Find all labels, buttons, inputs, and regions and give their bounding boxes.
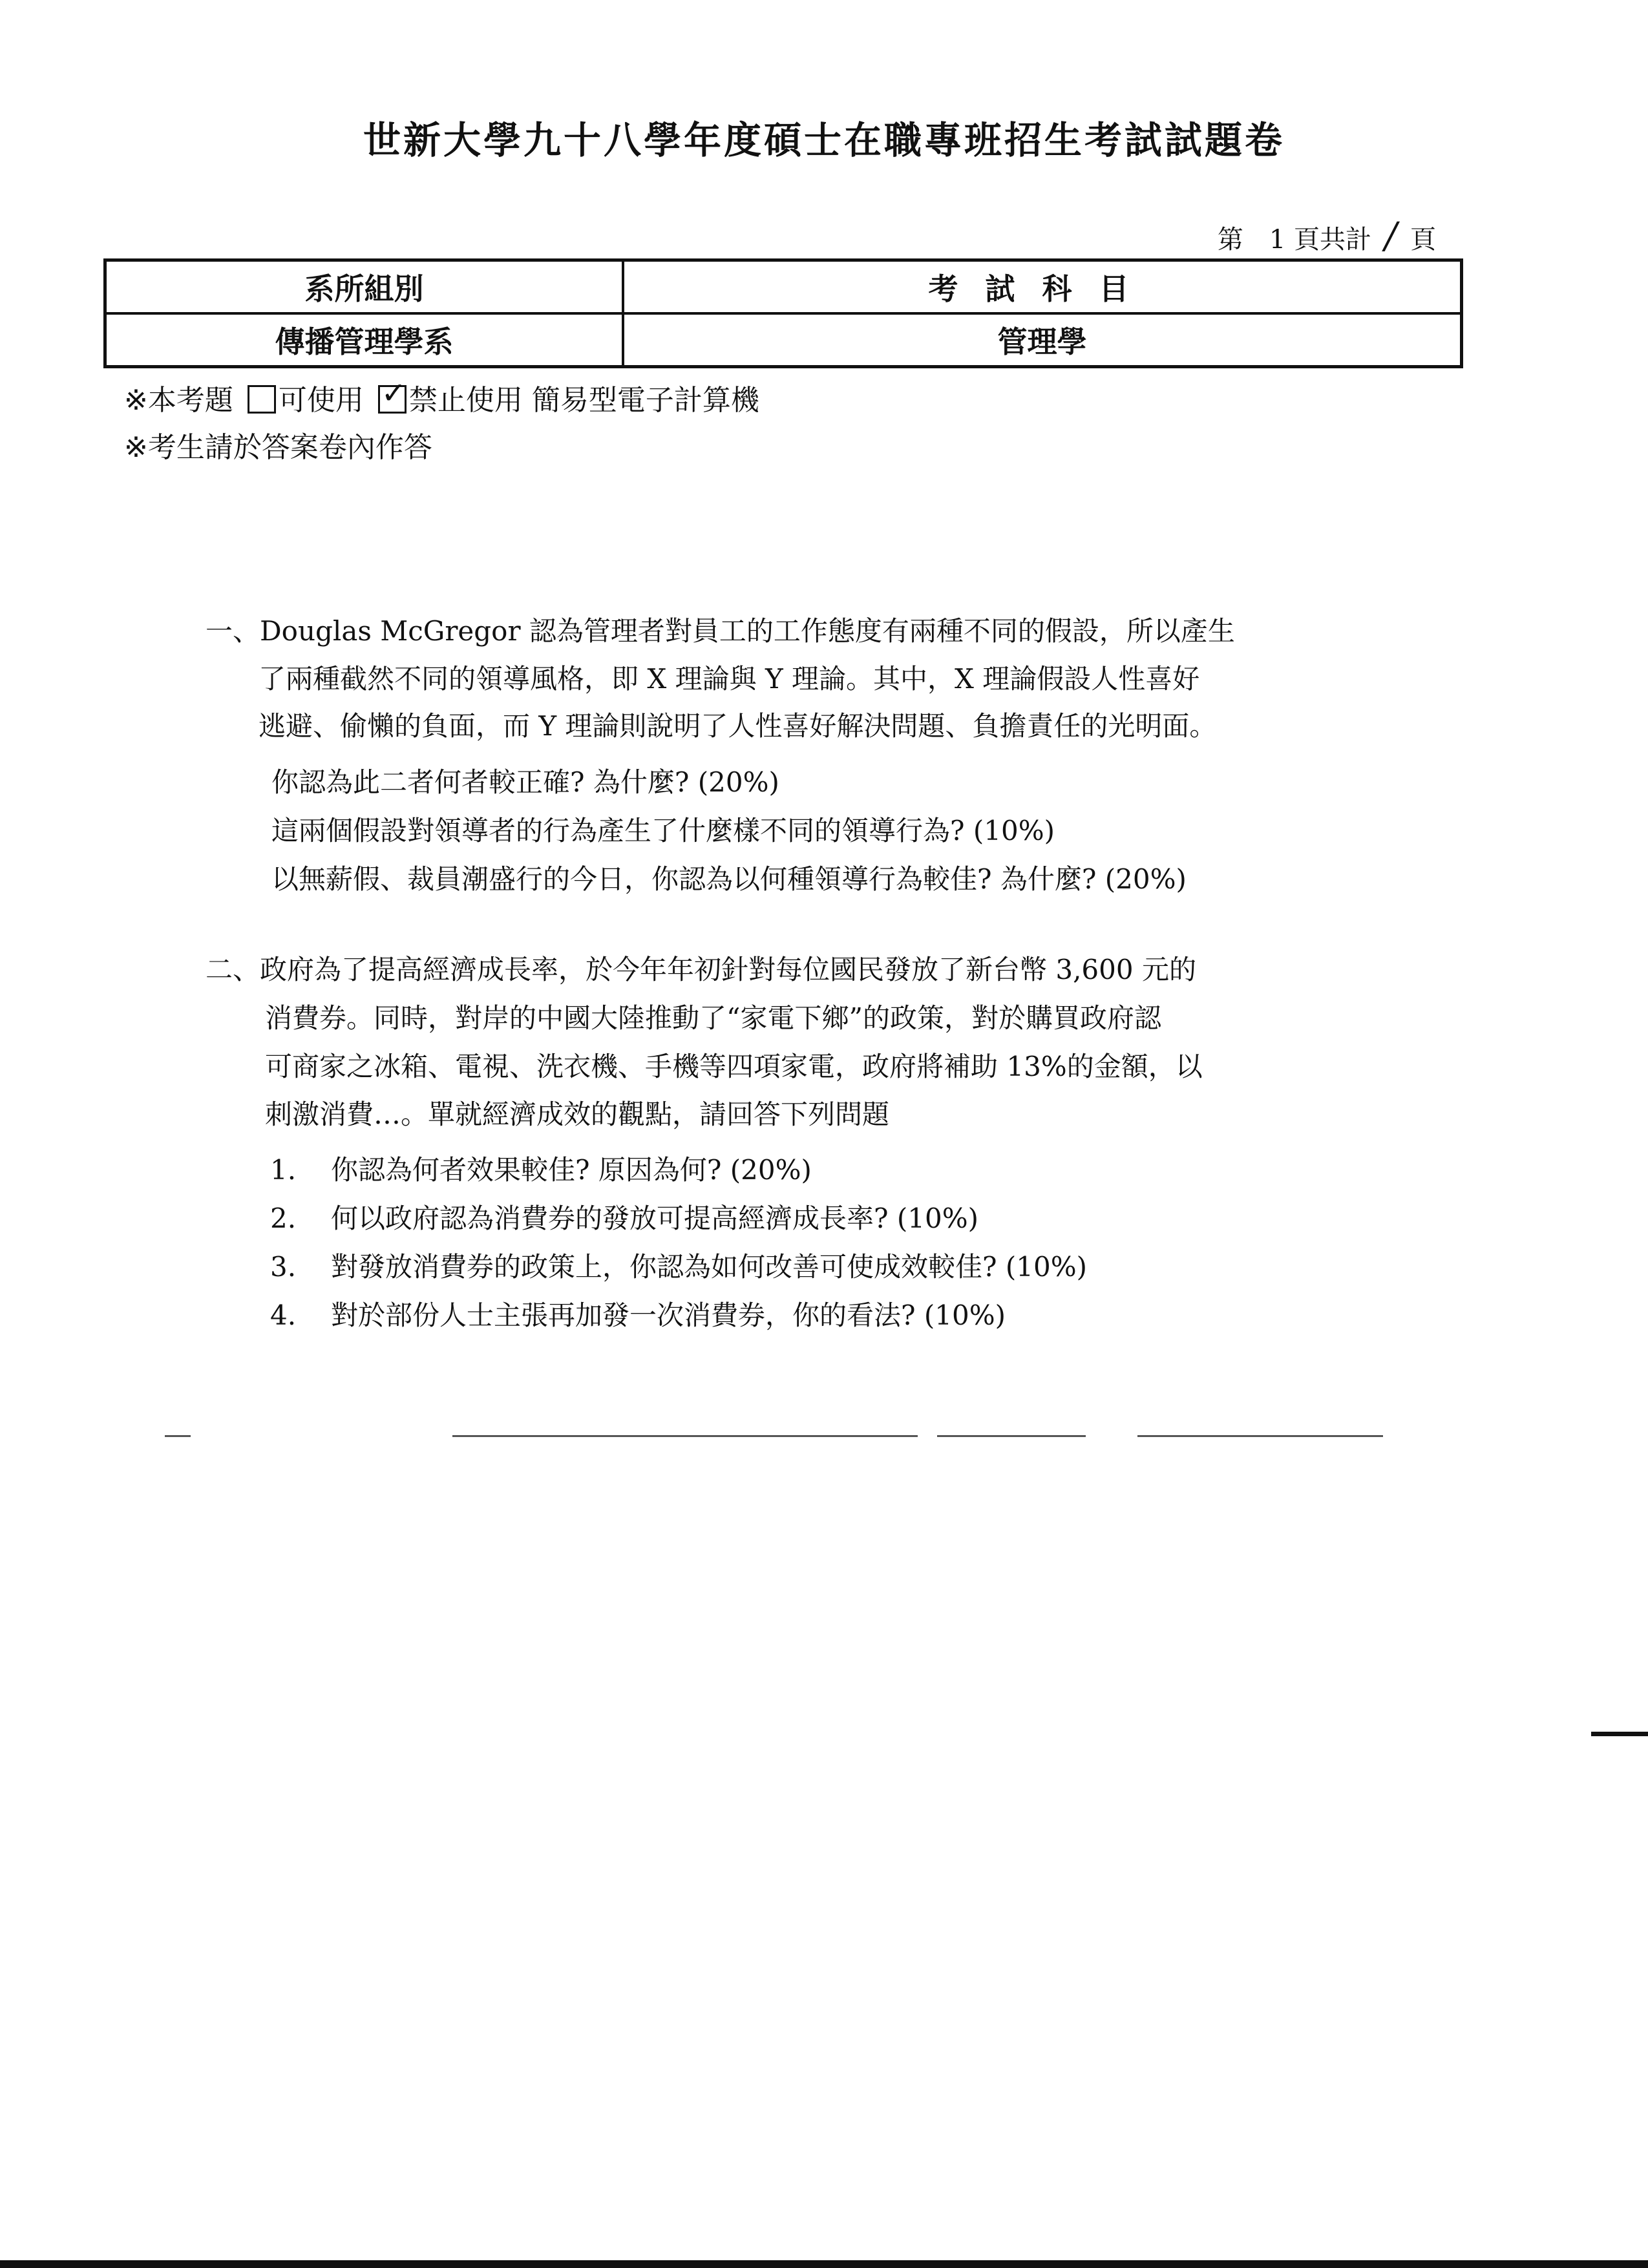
sub-number: 4. — [270, 1299, 297, 1331]
question-2-sub-3 — [270, 1246, 1087, 1285]
page-info-suffix: 頁 — [1410, 225, 1436, 255]
department-header: 系所組別 — [105, 260, 624, 314]
sub-number: 1. — [270, 1154, 297, 1186]
question-2-line-4: 刺激消費…。單就經濟成效的觀點，請回答下列問題 — [265, 1098, 890, 1130]
question-1-sub-3: 以無薪假、裁員潮盛行的今日，你認為以何種領導行為較佳? 為什麼? (20%) — [271, 863, 1187, 895]
page-total-mark: / — [1384, 215, 1397, 257]
header-row — [105, 260, 1462, 314]
page-info-prefix: 第 1 頁共計 — [1217, 225, 1371, 255]
divider-segment — [452, 1435, 918, 1437]
sub-number: 2. — [270, 1202, 297, 1234]
calculator-prefix: ※本考題 — [124, 384, 233, 417]
value-row — [105, 313, 1462, 367]
check-mark-icon: ✓ — [381, 375, 407, 410]
department-value: 傳播管理學系 — [105, 313, 624, 367]
sub-text: 何以政府認為消費券的發放可提高經濟成長率? (10%) — [331, 1202, 978, 1234]
forbidden-checkbox[interactable] — [378, 375, 407, 414]
sub-number: 3. — [270, 1251, 297, 1283]
divider-segment — [1137, 1435, 1383, 1437]
sub-text: 對發放消費券的政策上，你認為如何改善可使成效較佳? (10%) — [331, 1251, 1087, 1283]
forbidden-label: 禁止使用 — [408, 384, 523, 417]
question-2-line-3: 可商家之冰箱、電視、洗衣機、手機等四項家電，政府將補助 13%的金額，以 — [265, 1051, 1203, 1082]
exam-title: 世新大學九十八學年度碩士在職專班招生考試試題卷 — [363, 118, 1285, 162]
calculator-note — [124, 377, 759, 418]
question-2-line-1: 二、政府為了提高經濟成長率，於今年年初針對每位國民發放了新台幣 3,600 元的 — [206, 954, 1196, 985]
allowed-checkbox[interactable] — [248, 385, 276, 414]
subject-value: 管理學 — [623, 313, 1462, 367]
sub-text: 對於部份人士主張再加發一次消費券，你的看法? (10%) — [331, 1299, 1006, 1331]
question-1-line-3: 逃避、偷懶的負面，而 Y 理論則說明了人性喜好解決問題、負擔責任的光明面。 — [259, 710, 1217, 742]
sub-text: 你認為何者效果較佳? 原因為何? (20%) — [331, 1154, 812, 1186]
page-info — [1218, 215, 1436, 257]
calculator-suffix: 簡易型電子計算機 — [531, 384, 759, 417]
divider-segment — [937, 1435, 1086, 1437]
scan-bottom-edge — [0, 2260, 1648, 2268]
question-1-sub-1: 你認為此二者何者較正確? 為什麼? (20%) — [271, 766, 779, 798]
question-2-sub-4 — [270, 1294, 1006, 1333]
subject-header: 考試科目 — [623, 260, 1462, 314]
exam-header-table — [103, 258, 1463, 368]
question-1-line-2: 了兩種截然不同的領導風格，即 X 理論與 Y 理論。其中，X 理論假設人性喜好 — [259, 663, 1200, 695]
question-2-sub-2 — [270, 1197, 978, 1236]
scan-margin-mark — [1591, 1732, 1648, 1736]
question-2-line-2: 消費券。同時，對岸的中國大陸推動了“家電下鄉”的政策，對於購買政府認 — [265, 1002, 1161, 1034]
question-1-sub-2: 這兩個假設對領導者的行為產生了什麼樣不同的領導行為? (10%) — [271, 815, 1055, 846]
answer-note: ※考生請於答案卷內作答 — [124, 431, 432, 464]
question-2-sub-1 — [270, 1149, 812, 1188]
question-1-line-1: 一、Douglas McGregor 認為管理者對員工的工作態度有兩種不同的假設，所以產生 — [206, 615, 1235, 647]
divider-segment — [165, 1435, 191, 1437]
allowed-label: 可使用 — [278, 384, 364, 417]
